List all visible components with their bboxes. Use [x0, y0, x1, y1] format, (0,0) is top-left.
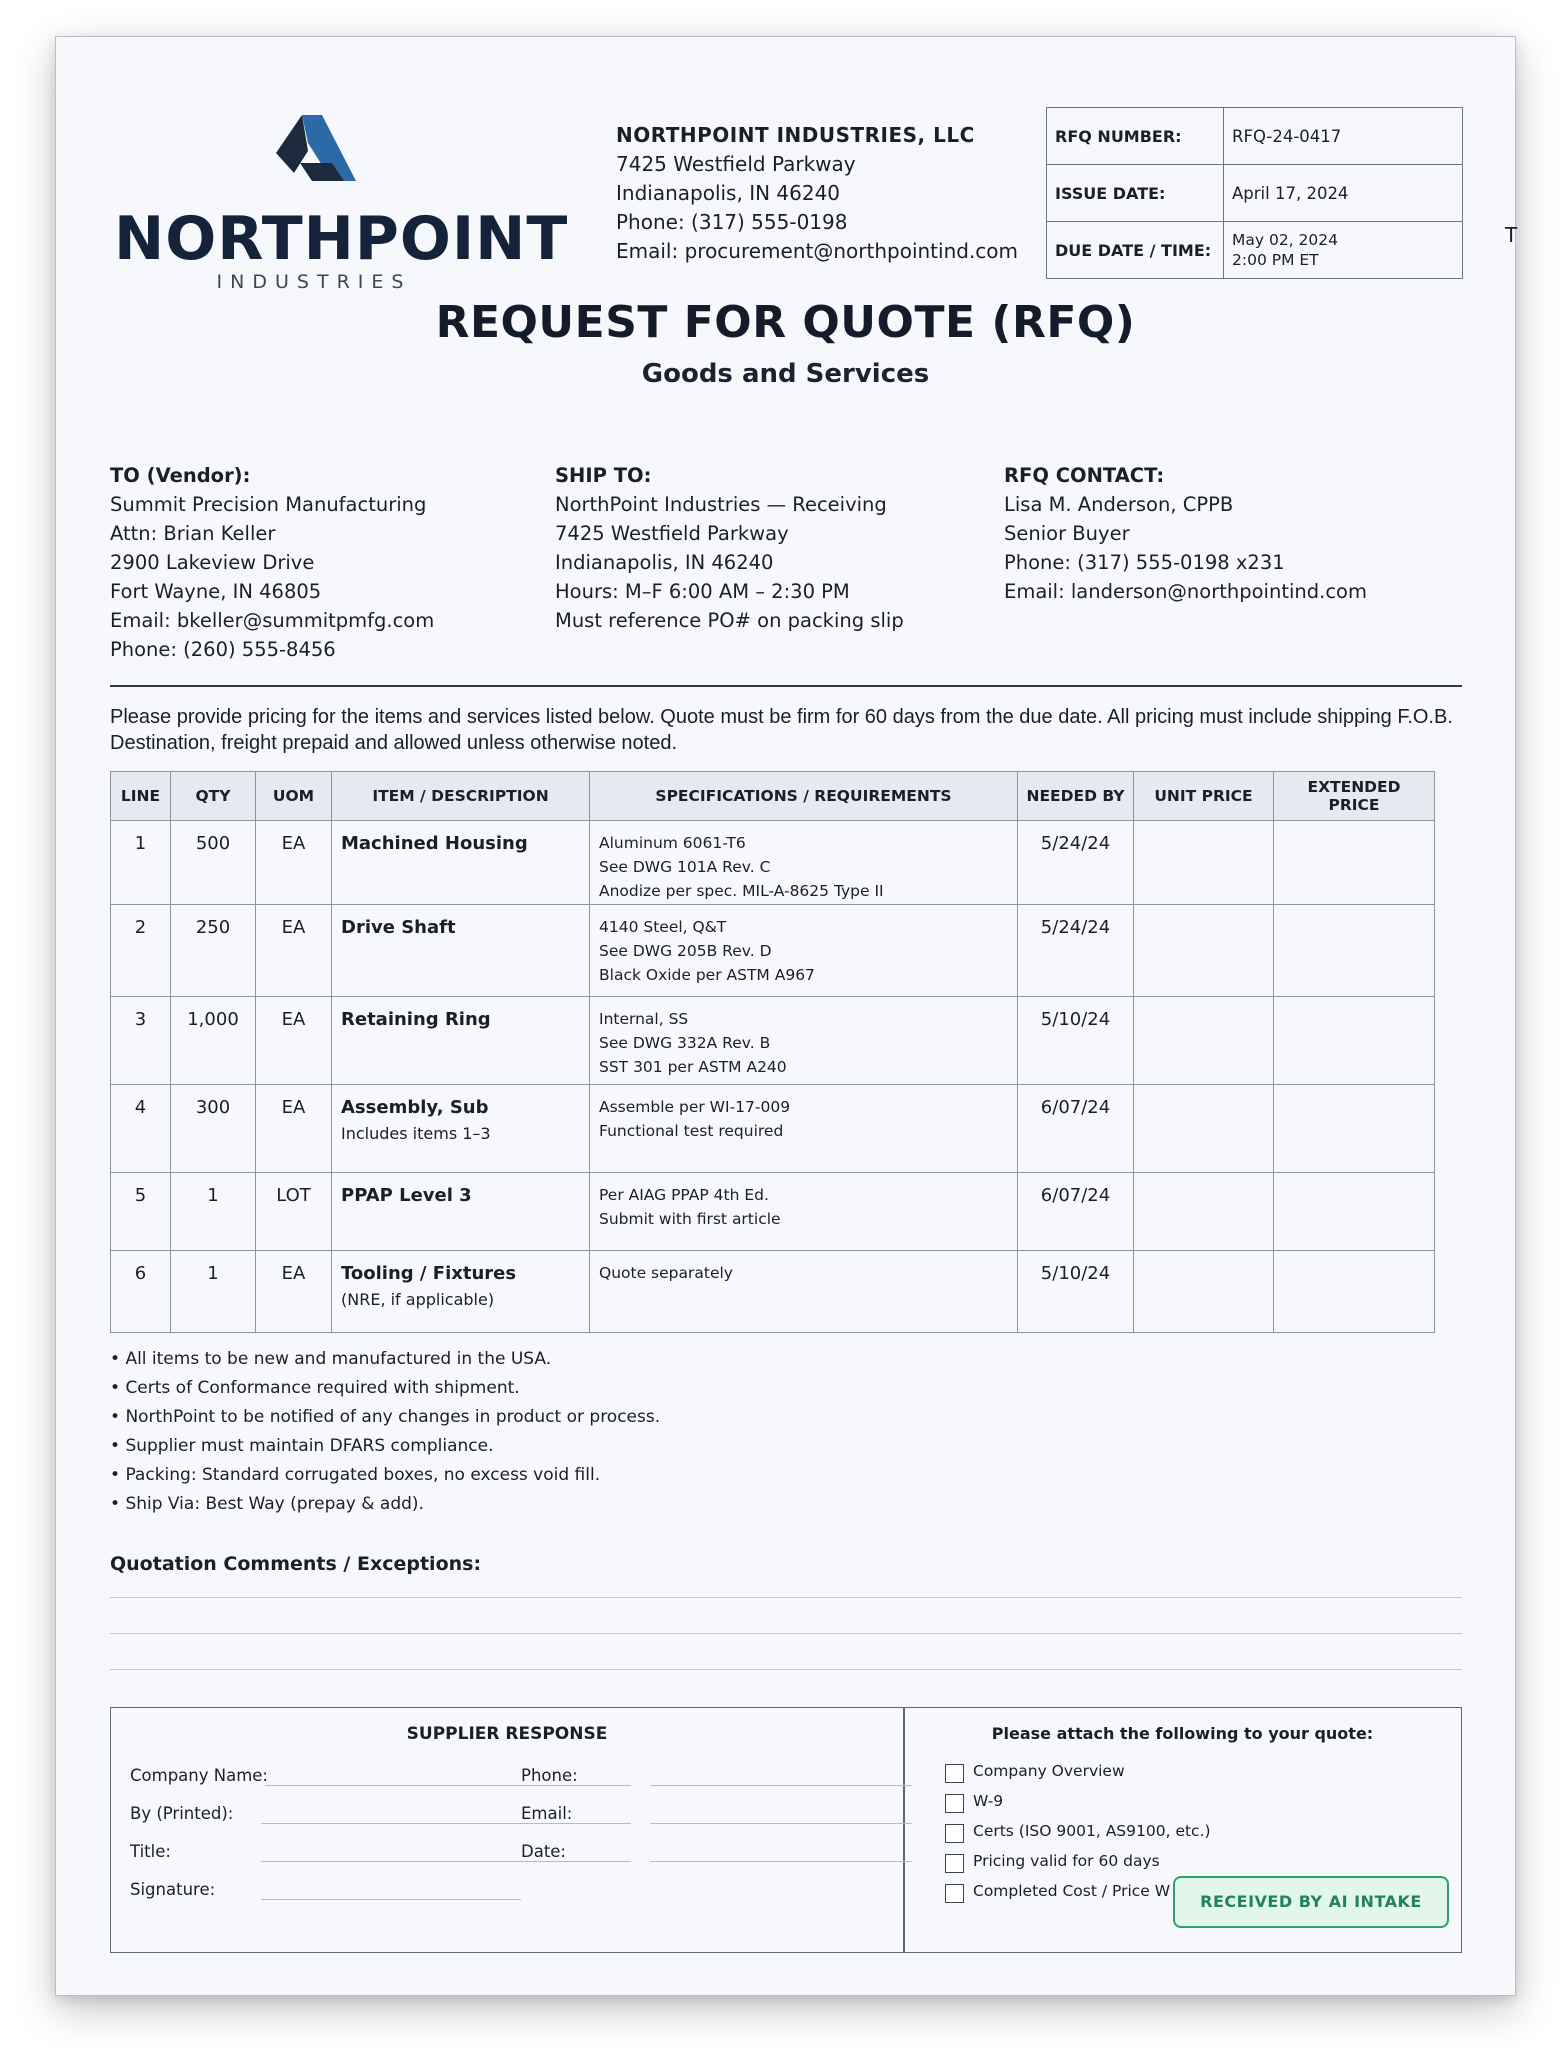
- cell-extended-price[interactable]: [1274, 821, 1435, 905]
- company-name: NORTHPOINT INDUSTRIES, LLC: [616, 123, 975, 147]
- ship-to-line: Must reference PO# on packing slip: [555, 609, 904, 632]
- cell-item-description: [332, 821, 590, 905]
- spec-line: Anodize per spec. MIL-A-8625 Type II: [599, 882, 884, 900]
- response-divider: [903, 1708, 905, 1952]
- due-date-label: DUE DATE / TIME:: [1047, 222, 1224, 279]
- signature-field[interactable]: [261, 1899, 521, 1900]
- spec-line: See DWG 332A Rev. B: [599, 1034, 771, 1052]
- comments-line[interactable]: [110, 1633, 1462, 1634]
- company-city-line: Indianapolis, IN 46240: [616, 181, 841, 205]
- checkbox-w9[interactable]: [945, 1794, 964, 1813]
- phone-field[interactable]: [650, 1785, 912, 1786]
- note-item: • Packing: Standard corrugated boxes, no excess void fill.: [110, 1465, 601, 1485]
- cell-line: 6: [111, 1251, 171, 1333]
- email-field[interactable]: [650, 1823, 912, 1824]
- cell-extended-price[interactable]: [1274, 1085, 1435, 1173]
- logo-wordmark: NORTHPOINT: [114, 204, 569, 274]
- spec-line: Internal, SS: [599, 1010, 689, 1028]
- cell-line: 1: [111, 821, 171, 905]
- ship-to-block: [555, 461, 904, 635]
- cell-unit-price[interactable]: [1134, 1173, 1274, 1251]
- logo-mark-icon: [262, 113, 362, 205]
- cell-qty: 300: [171, 1085, 256, 1173]
- cell-specifications: [590, 997, 1018, 1085]
- cell-unit-price[interactable]: [1134, 905, 1274, 997]
- col-header-specs: SPECIFICATIONS / REQUIREMENTS: [590, 772, 1018, 821]
- cell-unit-price[interactable]: [1134, 1251, 1274, 1333]
- item-name: Machined Housing: [341, 833, 528, 854]
- vendor-line: Summit Precision Manufacturing: [110, 493, 427, 516]
- line-items-table: [110, 771, 1435, 1333]
- due-time: 2:00 PM ET: [1232, 251, 1319, 269]
- vendor-heading: TO (Vendor):: [110, 464, 251, 487]
- vendor-phone: Phone: (260) 555-8456: [110, 638, 336, 661]
- cell-item-description: [332, 1251, 590, 1333]
- rfq-number-label: RFQ NUMBER:: [1047, 108, 1224, 165]
- cell-qty: 1,000: [171, 997, 256, 1085]
- cell-extended-price[interactable]: [1274, 905, 1435, 997]
- cell-specifications: [590, 1085, 1018, 1173]
- rfq-document-page: [55, 36, 1516, 1996]
- spec-line: Black Oxide per ASTM A967: [599, 966, 815, 984]
- spec-line: SST 301 per ASTM A240: [599, 1058, 787, 1076]
- note-item: • NorthPoint to be notified of any changes in product or process.: [110, 1407, 661, 1427]
- cell-line: 3: [111, 997, 171, 1085]
- ship-to-heading: SHIP TO:: [555, 464, 652, 487]
- item-subtext: (NRE, if applicable): [341, 1290, 495, 1309]
- received-stamp: RECEIVED BY AI INTAKE: [1173, 1876, 1449, 1928]
- spec-line: Quote separately: [599, 1264, 733, 1282]
- table-row: [111, 821, 1435, 905]
- cell-qty: 1: [171, 1173, 256, 1251]
- cell-specifications: [590, 1251, 1018, 1333]
- comments-line[interactable]: [110, 1669, 1462, 1670]
- vendor-line: Attn: Brian Keller: [110, 522, 276, 545]
- cell-item-description: [332, 1173, 590, 1251]
- by-printed-label: By (Printed):: [130, 1804, 234, 1823]
- cell-item-description: [332, 1085, 590, 1173]
- spec-line: See DWG 101A Rev. C: [599, 858, 771, 876]
- rfq-number-value: RFQ-24-0417: [1224, 108, 1463, 165]
- checkbox-label: Certs (ISO 9001, AS9100, etc.): [973, 1822, 1211, 1840]
- by-printed-field[interactable]: [261, 1823, 631, 1824]
- cell-needed-by: 6/07/24: [1018, 1173, 1134, 1251]
- col-header-line: LINE: [111, 772, 171, 821]
- ship-to-line: NorthPoint Industries — Receiving: [555, 493, 887, 516]
- edge-text-fragment: T: [1505, 223, 1518, 247]
- phone-label: Phone:: [521, 1766, 578, 1785]
- cell-uom: EA: [256, 905, 332, 997]
- col-header-extended-price: EXTENDED PRICE: [1274, 772, 1435, 821]
- contact-line: Lisa M. Anderson, CPPB: [1004, 493, 1234, 516]
- checkbox-label: Pricing valid for 60 days: [973, 1852, 1160, 1870]
- cell-uom: EA: [256, 1251, 332, 1333]
- company-address-line: 7425 Westfield Parkway: [616, 152, 856, 176]
- email-label: Email:: [521, 1804, 573, 1823]
- col-header-unit-price: UNIT PRICE: [1134, 772, 1274, 821]
- cell-unit-price[interactable]: [1134, 821, 1274, 905]
- company-name-label: Company Name:: [130, 1766, 268, 1785]
- date-label: Date:: [521, 1842, 566, 1861]
- item-name: Retaining Ring: [341, 1009, 491, 1030]
- cell-extended-price[interactable]: [1274, 1251, 1435, 1333]
- comments-heading: Quotation Comments / Exceptions:: [110, 1553, 482, 1575]
- table-row: [111, 997, 1435, 1085]
- ship-to-line: Indianapolis, IN 46240: [555, 551, 774, 574]
- cell-specifications: [590, 821, 1018, 905]
- signature-label: Signature:: [130, 1880, 216, 1899]
- supplier-response-heading: SUPPLIER RESPONSE: [406, 1724, 608, 1744]
- cell-uom: LOT: [256, 1173, 332, 1251]
- cell-item-description: [332, 905, 590, 997]
- table-header-row: [111, 772, 1435, 821]
- contact-phone: Phone: (317) 555-0198 x231: [1004, 551, 1285, 574]
- cell-needed-by: 5/10/24: [1018, 997, 1134, 1085]
- cell-needed-by: 5/24/24: [1018, 821, 1134, 905]
- cell-needed-by: 5/10/24: [1018, 1251, 1134, 1333]
- cell-needed-by: 6/07/24: [1018, 1085, 1134, 1173]
- cell-qty: 1: [171, 1251, 256, 1333]
- cell-uom: EA: [256, 1085, 332, 1173]
- cell-unit-price[interactable]: [1134, 997, 1274, 1085]
- cell-qty: 250: [171, 905, 256, 997]
- table-row: [111, 905, 1435, 997]
- due-date: May 02, 2024: [1232, 231, 1338, 249]
- document-title: REQUEST FOR QUOTE (RFQ): [435, 297, 1136, 348]
- table-row: [111, 1173, 1435, 1251]
- logo-subtitle: INDUSTRIES: [216, 271, 412, 293]
- vendor-block: [110, 461, 434, 664]
- checkbox-label: Company Overview: [973, 1762, 1125, 1780]
- vendor-email[interactable]: Email: bkeller@summitpmfg.com: [110, 609, 435, 632]
- item-name: Tooling / Fixtures: [341, 1263, 517, 1284]
- spec-line: Per AIAG PPAP 4th Ed.: [599, 1186, 769, 1204]
- comments-line[interactable]: [110, 1597, 1462, 1598]
- cell-qty: 500: [171, 821, 256, 905]
- cell-extended-price[interactable]: [1274, 997, 1435, 1085]
- cell-line: 2: [111, 905, 171, 997]
- note-item: • All items to be new and manufactured in the USA.: [110, 1349, 552, 1369]
- checkbox-label: Completed Cost / Price W: [973, 1882, 1171, 1900]
- cell-unit-price[interactable]: [1134, 1085, 1274, 1173]
- cell-line: 5: [111, 1173, 171, 1251]
- spec-line: 4140 Steel, Q&T: [599, 918, 727, 936]
- company-address-block: [616, 121, 1018, 266]
- item-subtext: Includes items 1–3: [341, 1124, 491, 1143]
- company-email[interactable]: Email: procurement@northpointind.com: [616, 239, 1019, 263]
- cell-needed-by: 5/24/24: [1018, 905, 1134, 997]
- note-item: • Supplier must maintain DFARS compliance.: [110, 1436, 494, 1456]
- checkbox-label: W-9: [973, 1792, 1004, 1810]
- cell-extended-price[interactable]: [1274, 1173, 1435, 1251]
- vendor-line: 2900 Lakeview Drive: [110, 551, 315, 574]
- checkbox-pricing-valid[interactable]: [945, 1854, 964, 1873]
- contact-heading: RFQ CONTACT:: [1004, 464, 1165, 487]
- table-row: [111, 1251, 1435, 1333]
- note-item: • Certs of Conformance required with shipment.: [110, 1378, 520, 1398]
- cell-specifications: [590, 905, 1018, 997]
- issue-date-label: ISSUE DATE:: [1047, 165, 1224, 222]
- ship-to-line: Hours: M–F 6:00 AM – 2:30 PM: [555, 580, 850, 603]
- col-header-qty: QTY: [171, 772, 256, 821]
- cell-item-description: [332, 997, 590, 1085]
- table-row: [111, 1085, 1435, 1173]
- checkbox-company-overview[interactable]: [945, 1764, 964, 1783]
- col-header-item: ITEM / DESCRIPTION: [332, 772, 590, 821]
- document-subtitle: Goods and Services: [641, 359, 930, 389]
- company-name-field[interactable]: [265, 1785, 631, 1786]
- spec-line: Aluminum 6061-T6: [599, 834, 746, 852]
- title-field[interactable]: [261, 1861, 631, 1862]
- spec-line: Functional test required: [599, 1122, 784, 1140]
- issue-date-value: April 17, 2024: [1224, 165, 1463, 222]
- title-label: Title:: [130, 1842, 171, 1861]
- attachments-heading: Please attach the following to your quote:: [991, 1724, 1374, 1743]
- date-field[interactable]: [650, 1861, 912, 1862]
- vendor-line: Fort Wayne, IN 46805: [110, 580, 322, 603]
- item-name: PPAP Level 3: [341, 1185, 472, 1206]
- notes-list: [110, 1345, 660, 1519]
- spec-line: Assemble per WI-17-009: [599, 1098, 791, 1116]
- cell-line: 4: [111, 1085, 171, 1173]
- company-logo: [114, 113, 569, 293]
- cell-uom: EA: [256, 821, 332, 905]
- col-header-uom: UOM: [256, 772, 332, 821]
- note-item: • Ship Via: Best Way (prepay & add).: [110, 1494, 424, 1514]
- checkbox-certs[interactable]: [945, 1824, 964, 1843]
- checkbox-cost-price-worksheet[interactable]: [945, 1884, 964, 1903]
- section-divider: [110, 685, 1462, 687]
- ship-to-line: 7425 Westfield Parkway: [555, 522, 789, 545]
- contact-line: Senior Buyer: [1004, 522, 1130, 545]
- rfq-info-box: [1046, 107, 1463, 279]
- item-name: Drive Shaft: [341, 917, 456, 938]
- spec-line: See DWG 205B Rev. D: [599, 942, 772, 960]
- cell-uom: EA: [256, 997, 332, 1085]
- item-name: Assembly, Sub: [341, 1097, 489, 1118]
- due-date-value: [1224, 222, 1463, 279]
- contact-email[interactable]: Email: landerson@northpointind.com: [1004, 580, 1367, 603]
- spec-line: Submit with first article: [599, 1210, 781, 1228]
- col-header-needed-by: NEEDED BY: [1018, 772, 1134, 821]
- cell-specifications: [590, 1173, 1018, 1251]
- rfq-contact-block: [1004, 461, 1367, 606]
- company-phone: Phone: (317) 555-0198: [616, 210, 848, 234]
- intro-paragraph: Please provide pricing for the items and services listed below. Quote must be firm for 60 days from the due date. All pricing must include shipping F.O.B. Destination, freight prepaid and allowed unless otherwise noted.: [110, 706, 1453, 754]
